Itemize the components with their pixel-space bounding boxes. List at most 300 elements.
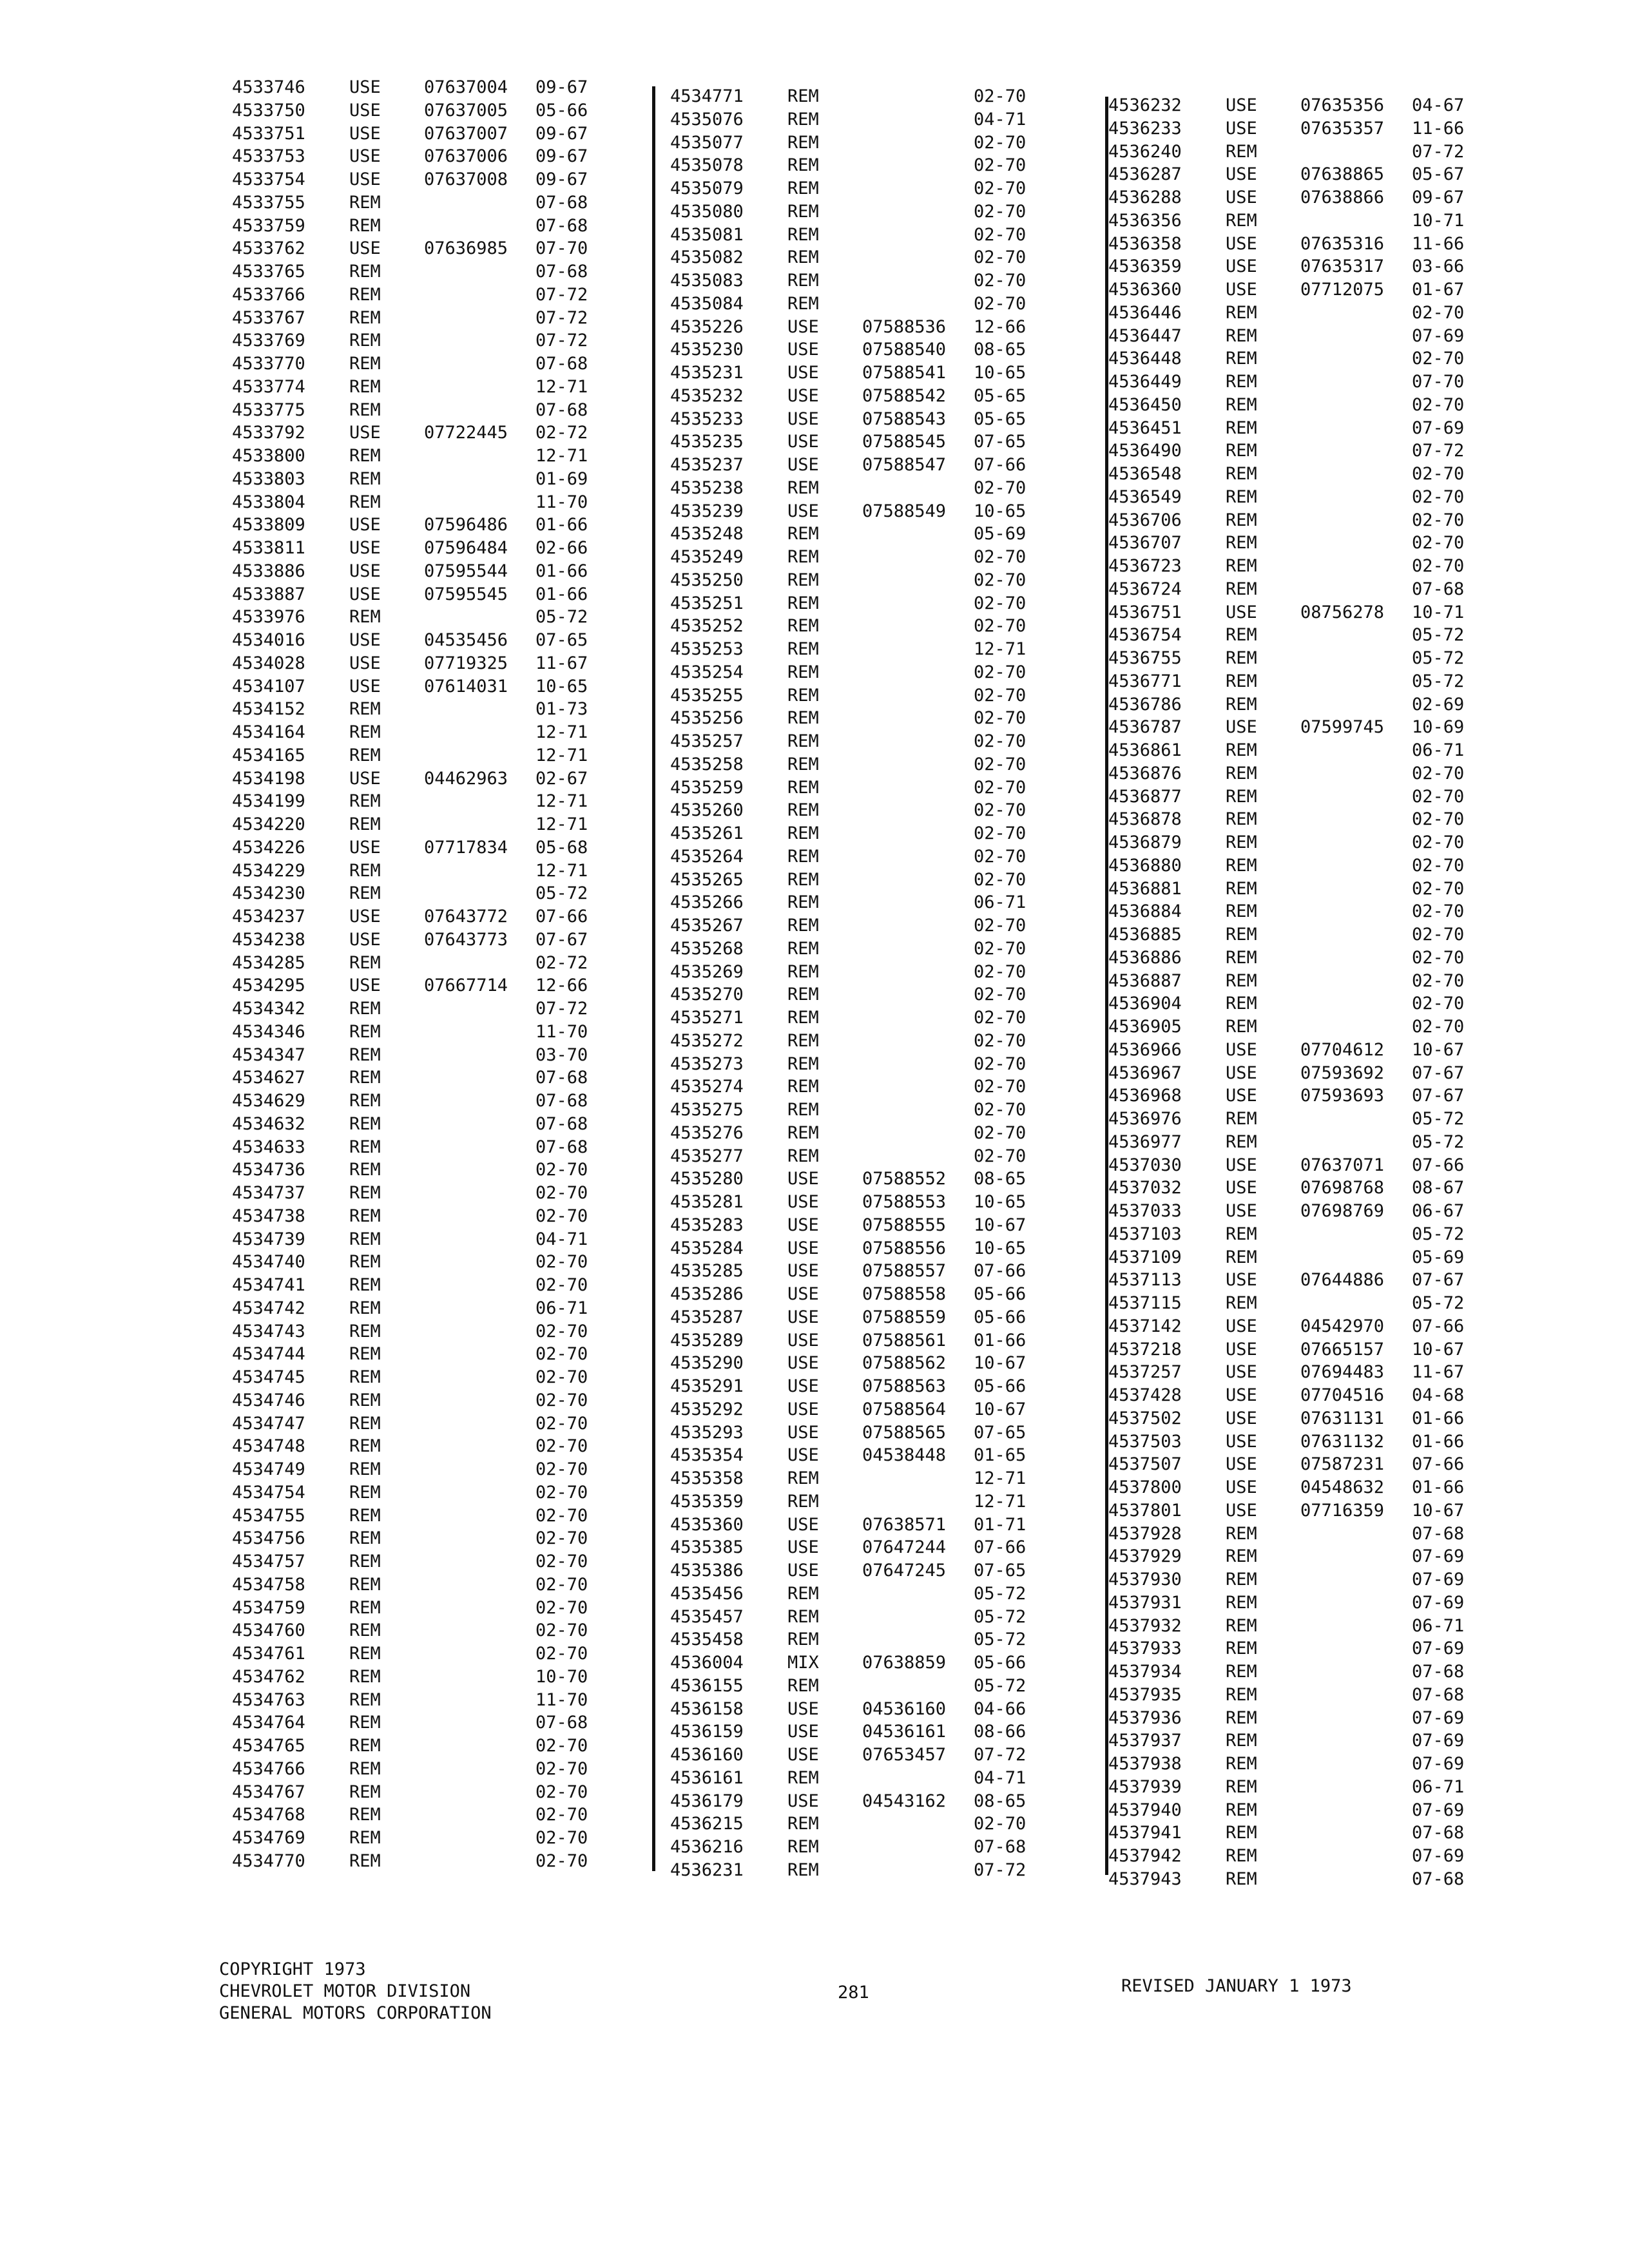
effective-date: 02-70 — [535, 1482, 588, 1503]
part-number: 4533754 — [232, 169, 305, 189]
effective-date: 08-65 — [974, 340, 1027, 360]
replacement-number: 07698769 — [1300, 1201, 1385, 1221]
effective-date: 07-68 — [974, 1837, 1027, 1857]
action-code: REM — [787, 132, 819, 153]
part-number: 4535275 — [670, 1100, 744, 1120]
part-number: 4533762 — [232, 238, 305, 259]
action-code: REM — [1226, 394, 1257, 415]
replacement-number: 07643773 — [424, 929, 508, 950]
effective-date: 10-65 — [535, 676, 588, 697]
action-code: REM — [349, 1644, 381, 1664]
effective-date: 02-70 — [974, 178, 1027, 198]
part-number: 4537218 — [1108, 1339, 1182, 1360]
replacement-number: 07704612 — [1300, 1039, 1385, 1060]
part-number: 4535292 — [670, 1399, 744, 1419]
part-number: 4534766 — [232, 1758, 305, 1779]
effective-date: 01-66 — [1412, 1477, 1465, 1497]
effective-date: 01-71 — [974, 1514, 1027, 1535]
part-number: 4536356 — [1108, 210, 1182, 231]
effective-date: 02-70 — [1412, 394, 1465, 415]
action-code: USE — [1226, 164, 1257, 185]
part-number: 4536723 — [1108, 556, 1182, 576]
action-code: REM — [349, 722, 381, 742]
action-code: REM — [1226, 1017, 1257, 1037]
replacement-number: 07638571 — [862, 1514, 947, 1535]
part-number: 4535280 — [670, 1169, 744, 1189]
replacement-number: 07588547 — [862, 455, 947, 475]
effective-date: 02-70 — [974, 985, 1027, 1005]
effective-date: 07-68 — [535, 262, 588, 282]
action-code: REM — [787, 731, 819, 751]
replacement-number: 07638859 — [862, 1653, 947, 1673]
part-number: 4534761 — [232, 1644, 305, 1664]
effective-date: 02-70 — [974, 823, 1027, 843]
effective-date: 12-71 — [974, 639, 1027, 659]
effective-date: 04-71 — [974, 109, 1027, 130]
effective-date: 12-71 — [535, 722, 588, 742]
effective-date: 02-70 — [535, 1828, 588, 1848]
replacement-number: 07637007 — [424, 123, 508, 144]
effective-date: 11-66 — [1412, 233, 1465, 254]
action-code: REM — [349, 1689, 381, 1710]
part-number: 4535276 — [670, 1122, 744, 1143]
part-number: 4536161 — [670, 1767, 744, 1788]
action-code: REM — [787, 224, 819, 245]
replacement-number: 04542970 — [1300, 1316, 1385, 1336]
effective-date: 02-70 — [1412, 510, 1465, 530]
part-number: 4537502 — [1108, 1408, 1182, 1428]
effective-date: 05-66 — [974, 1284, 1027, 1304]
replacement-number: 07588541 — [862, 363, 947, 383]
effective-date: 06-71 — [1412, 1615, 1465, 1636]
action-code: REM — [1226, 786, 1257, 807]
effective-date: 10-67 — [1412, 1500, 1465, 1521]
replacement-number: 07588542 — [862, 385, 947, 406]
action-code: REM — [787, 1606, 819, 1627]
effective-date: 02-70 — [535, 1275, 588, 1295]
effective-date: 02-70 — [535, 1574, 588, 1595]
action-code: REM — [787, 639, 819, 659]
effective-date: 09-67 — [535, 77, 588, 97]
action-code: REM — [349, 492, 381, 512]
corporation-line: GENERAL MOTORS CORPORATION — [219, 2003, 492, 2023]
part-number: 4535457 — [670, 1606, 744, 1627]
replacement-number: 07588540 — [862, 340, 947, 360]
part-number: 4537932 — [1108, 1615, 1182, 1636]
action-code: REM — [787, 201, 819, 222]
action-code: USE — [1226, 1385, 1257, 1405]
effective-date: 02-70 — [1412, 533, 1465, 553]
effective-date: 02-70 — [1412, 994, 1465, 1014]
action-code: REM — [349, 468, 381, 489]
part-number: 4535078 — [670, 155, 744, 176]
part-number: 4534295 — [232, 975, 305, 996]
action-code: REM — [1226, 671, 1257, 691]
part-number: 4534237 — [232, 907, 305, 927]
replacement-number: 07588559 — [862, 1307, 947, 1327]
action-code: REM — [1226, 1224, 1257, 1244]
effective-date: 12-66 — [974, 316, 1027, 337]
replacement-number: 04536161 — [862, 1722, 947, 1742]
effective-date: 08-65 — [974, 1791, 1027, 1811]
effective-date: 02-70 — [974, 731, 1027, 751]
page-number: 281 — [838, 1983, 869, 2003]
part-number: 4536876 — [1108, 763, 1182, 783]
part-number: 4534226 — [232, 837, 305, 858]
part-number: 4533755 — [232, 192, 305, 213]
action-code: USE — [1226, 1408, 1257, 1428]
part-number: 4536751 — [1108, 602, 1182, 622]
effective-date: 02-70 — [535, 1183, 588, 1203]
effective-date: 09-67 — [535, 169, 588, 189]
effective-date: 01-65 — [974, 1445, 1027, 1466]
effective-date: 07-65 — [535, 630, 588, 650]
action-code: REM — [787, 1837, 819, 1857]
part-number: 4533753 — [232, 146, 305, 167]
action-code: REM — [787, 1675, 819, 1696]
part-number: 4535238 — [670, 477, 744, 498]
effective-date: 07-65 — [974, 432, 1027, 452]
action-code: USE — [1226, 1431, 1257, 1452]
part-number: 4537936 — [1108, 1707, 1182, 1728]
effective-date: 02-70 — [974, 961, 1027, 982]
replacement-number: 07637005 — [424, 100, 508, 120]
effective-date: 11-70 — [535, 492, 588, 512]
action-code: REM — [787, 293, 819, 314]
effective-date: 02-70 — [974, 685, 1027, 706]
part-number: 4537928 — [1108, 1523, 1182, 1544]
action-code: REM — [787, 1008, 819, 1028]
action-code: REM — [1226, 418, 1257, 438]
action-code: REM — [1226, 1684, 1257, 1705]
effective-date: 05-66 — [535, 100, 588, 120]
effective-date: 02-70 — [974, 777, 1027, 798]
action-code: REM — [787, 823, 819, 843]
effective-date: 07-68 — [1412, 1823, 1465, 1843]
effective-date: 02-70 — [974, 593, 1027, 613]
part-number: 4535082 — [670, 247, 744, 268]
effective-date: 12-71 — [535, 446, 588, 466]
action-code: REM — [787, 1053, 819, 1074]
replacement-number: 07593693 — [1300, 1086, 1385, 1106]
replacement-number: 07588557 — [862, 1261, 947, 1282]
action-code: REM — [1226, 1731, 1257, 1751]
part-number: 4534746 — [232, 1390, 305, 1410]
action-code: REM — [787, 247, 819, 268]
part-number: 4536449 — [1108, 372, 1182, 392]
action-code: USE — [349, 515, 381, 535]
part-number: 4535083 — [670, 271, 744, 291]
effective-date: 02-70 — [974, 86, 1027, 106]
part-number: 4536160 — [670, 1745, 744, 1765]
action-code: REM — [1226, 1639, 1257, 1659]
action-code: USE — [1226, 1362, 1257, 1383]
effective-date: 02-72 — [535, 423, 588, 443]
effective-date: 05-67 — [1412, 164, 1465, 185]
effective-date: 07-68 — [1412, 1869, 1465, 1889]
part-number: 4536755 — [1108, 648, 1182, 668]
part-number: 4537507 — [1108, 1454, 1182, 1475]
part-number: 4536159 — [670, 1722, 744, 1742]
effective-date: 02-70 — [974, 271, 1027, 291]
effective-date: 02-70 — [974, 1146, 1027, 1166]
action-code: REM — [1226, 556, 1257, 576]
action-code: REM — [349, 1390, 381, 1410]
replacement-number: 07588543 — [862, 408, 947, 429]
effective-date: 10-65 — [974, 501, 1027, 521]
effective-date: 05-72 — [1412, 1131, 1465, 1152]
part-number: 4534740 — [232, 1252, 305, 1273]
part-number: 4535259 — [670, 777, 744, 798]
part-number: 4536787 — [1108, 717, 1182, 738]
action-code: USE — [349, 77, 381, 97]
replacement-number: 04462963 — [424, 768, 508, 789]
effective-date: 10-71 — [1412, 602, 1465, 622]
part-number: 4535456 — [670, 1583, 744, 1604]
action-code: REM — [349, 1713, 381, 1733]
action-code: REM — [1226, 325, 1257, 346]
part-number: 4535266 — [670, 892, 744, 913]
effective-date: 12-71 — [535, 791, 588, 812]
action-code: REM — [787, 593, 819, 613]
replacement-number: 07588555 — [862, 1215, 947, 1235]
part-number: 4536216 — [670, 1837, 744, 1857]
effective-date: 09-67 — [535, 146, 588, 167]
action-code: REM — [787, 1077, 819, 1097]
part-number: 4537938 — [1108, 1754, 1182, 1774]
effective-date: 11-70 — [535, 1021, 588, 1042]
effective-date: 02-70 — [974, 1122, 1027, 1143]
part-number: 4534229 — [232, 860, 305, 881]
replacement-number: 04535456 — [424, 630, 508, 650]
action-code: USE — [787, 1722, 819, 1742]
part-number: 4536904 — [1108, 994, 1182, 1014]
part-number: 4534632 — [232, 1113, 305, 1134]
action-code: REM — [349, 999, 381, 1019]
action-code: REM — [787, 1468, 819, 1488]
action-code: REM — [349, 1482, 381, 1503]
part-number: 4533887 — [232, 584, 305, 604]
effective-date: 05-66 — [974, 1653, 1027, 1673]
part-number: 4534754 — [232, 1482, 305, 1503]
effective-date: 10-67 — [1412, 1039, 1465, 1060]
copyright-line: COPYRIGHT 1973 — [219, 1959, 366, 1979]
action-code: MIX — [787, 1653, 819, 1673]
part-number: 4535268 — [670, 938, 744, 959]
part-number: 4535231 — [670, 363, 744, 383]
replacement-number: 07596484 — [424, 538, 508, 558]
part-number: 4534771 — [670, 86, 744, 106]
part-number: 4537800 — [1108, 1477, 1182, 1497]
part-number: 4536706 — [1108, 510, 1182, 530]
action-code: USE — [787, 1422, 819, 1443]
part-number: 4533765 — [232, 262, 305, 282]
replacement-number: 07635356 — [1300, 95, 1385, 115]
effective-date: 02-70 — [535, 1552, 588, 1571]
part-number: 4534633 — [232, 1137, 305, 1157]
effective-date: 07-72 — [535, 999, 588, 1019]
effective-date: 07-66 — [1412, 1316, 1465, 1336]
part-number: 4534765 — [232, 1736, 305, 1756]
part-number: 4534748 — [232, 1436, 305, 1457]
effective-date: 07-72 — [535, 284, 588, 305]
effective-date: 02-70 — [974, 846, 1027, 867]
action-code: REM — [349, 1620, 381, 1641]
replacement-number: 07644886 — [1300, 1270, 1385, 1291]
action-code: REM — [349, 331, 381, 351]
action-code: REM — [349, 1574, 381, 1595]
action-code: USE — [787, 1445, 819, 1466]
effective-date: 05-72 — [1412, 1293, 1465, 1313]
part-number: 4535254 — [670, 662, 744, 682]
effective-date: 07-72 — [974, 1745, 1027, 1765]
replacement-number: 07647244 — [862, 1537, 947, 1558]
action-code: REM — [1226, 878, 1257, 899]
part-number: 4537142 — [1108, 1316, 1182, 1336]
effective-date: 02-70 — [974, 869, 1027, 890]
action-code: REM — [1226, 579, 1257, 599]
part-number: 4534756 — [232, 1528, 305, 1549]
effective-date: 12-71 — [535, 814, 588, 834]
part-number: 4535291 — [670, 1376, 744, 1396]
action-code: USE — [787, 1376, 819, 1396]
action-code: REM — [1226, 1615, 1257, 1636]
action-code: REM — [787, 524, 819, 544]
effective-date: 06-71 — [1412, 1776, 1465, 1797]
action-code: REM — [349, 1782, 381, 1802]
action-code: REM — [1226, 1247, 1257, 1267]
action-code: USE — [349, 561, 381, 581]
effective-date: 02-70 — [535, 1252, 588, 1273]
part-number: 4536232 — [1108, 95, 1182, 115]
part-number: 4535239 — [670, 501, 744, 521]
effective-date: 02-70 — [535, 1805, 588, 1825]
part-number: 4535284 — [670, 1238, 744, 1258]
effective-date: 07-69 — [1412, 1731, 1465, 1751]
part-number: 4533770 — [232, 354, 305, 374]
action-code: USE — [787, 501, 819, 521]
action-code: REM — [349, 1275, 381, 1295]
effective-date: 10-65 — [974, 1238, 1027, 1258]
part-number: 4534738 — [232, 1206, 305, 1226]
action-code: REM — [787, 1491, 819, 1512]
part-number: 4537115 — [1108, 1293, 1182, 1313]
action-code: USE — [787, 1261, 819, 1282]
action-code: USE — [787, 340, 819, 360]
part-number: 4534768 — [232, 1805, 305, 1825]
part-number: 4536879 — [1108, 832, 1182, 852]
part-number: 4534759 — [232, 1597, 305, 1618]
action-code: USE — [1226, 1339, 1257, 1360]
action-code: REM — [1226, 1293, 1257, 1313]
action-code: REM — [1226, 740, 1257, 760]
effective-date: 07-69 — [1412, 325, 1465, 346]
effective-date: 04-71 — [974, 1767, 1027, 1788]
part-number: 4535277 — [670, 1146, 744, 1166]
replacement-number: 04538448 — [862, 1445, 947, 1466]
replacement-number: 07722445 — [424, 423, 508, 443]
part-number: 4537503 — [1108, 1431, 1182, 1452]
effective-date: 07-69 — [1412, 1639, 1465, 1659]
action-code: REM — [349, 1505, 381, 1526]
effective-date: 01-66 — [535, 584, 588, 604]
action-code: REM — [349, 446, 381, 466]
effective-date: 02-70 — [1412, 878, 1465, 899]
action-code: USE — [349, 975, 381, 996]
effective-date: 07-68 — [535, 1068, 588, 1088]
action-code: USE — [1226, 233, 1257, 254]
action-code: REM — [349, 1828, 381, 1848]
effective-date: 05-72 — [974, 1583, 1027, 1604]
action-code: REM — [787, 985, 819, 1005]
action-code: REM — [349, 1160, 381, 1180]
effective-date: 10-67 — [974, 1353, 1027, 1374]
part-number: 4535386 — [670, 1561, 744, 1581]
replacement-number: 07638866 — [1300, 187, 1385, 207]
effective-date: 02-70 — [1412, 947, 1465, 968]
part-number: 4536880 — [1108, 855, 1182, 876]
action-code: REM — [349, 1736, 381, 1756]
part-number: 4537033 — [1108, 1201, 1182, 1221]
action-code: REM — [1226, 1707, 1257, 1728]
effective-date: 02-70 — [535, 1528, 588, 1549]
effective-date: 07-69 — [1412, 1570, 1465, 1590]
replacement-number: 07588564 — [862, 1399, 947, 1419]
part-number: 4537032 — [1108, 1178, 1182, 1198]
action-code: REM — [1226, 1823, 1257, 1843]
action-code: USE — [1226, 280, 1257, 300]
action-code: REM — [349, 607, 381, 628]
effective-date: 06-71 — [535, 1298, 588, 1318]
action-code: USE — [787, 1791, 819, 1811]
effective-date: 07-68 — [535, 354, 588, 374]
part-number: 4535458 — [670, 1629, 744, 1650]
action-code: USE — [1226, 118, 1257, 139]
action-code: USE — [349, 123, 381, 144]
part-number: 4535253 — [670, 639, 744, 659]
action-code: USE — [787, 1537, 819, 1558]
effective-date: 07-69 — [1412, 1800, 1465, 1820]
replacement-number: 07595545 — [424, 584, 508, 604]
part-number: 4536448 — [1108, 349, 1182, 369]
part-number: 4535283 — [670, 1215, 744, 1235]
replacement-number: 08756278 — [1300, 602, 1385, 622]
action-code: USE — [1226, 717, 1257, 738]
replacement-number: 07665157 — [1300, 1339, 1385, 1360]
effective-date: 02-70 — [974, 477, 1027, 498]
action-code: USE — [349, 768, 381, 789]
effective-date: 02-70 — [535, 1390, 588, 1410]
action-code: REM — [787, 777, 819, 798]
effective-date: 05-66 — [974, 1307, 1027, 1327]
part-number: 4535255 — [670, 685, 744, 706]
action-code: USE — [787, 1698, 819, 1719]
effective-date: 10-65 — [974, 1192, 1027, 1212]
part-number: 4536966 — [1108, 1039, 1182, 1060]
part-number: 4536358 — [1108, 233, 1182, 254]
effective-date: 02-70 — [1412, 855, 1465, 876]
action-code: REM — [787, 178, 819, 198]
effective-date: 07-68 — [535, 192, 588, 213]
part-number: 4536231 — [670, 1860, 744, 1880]
action-code: REM — [349, 1850, 381, 1871]
effective-date: 02-70 — [1412, 786, 1465, 807]
part-number: 4536886 — [1108, 947, 1182, 968]
action-code: REM — [349, 284, 381, 305]
replacement-number: 07704516 — [1300, 1385, 1385, 1405]
part-number: 4536490 — [1108, 441, 1182, 461]
action-code: USE — [1226, 1316, 1257, 1336]
